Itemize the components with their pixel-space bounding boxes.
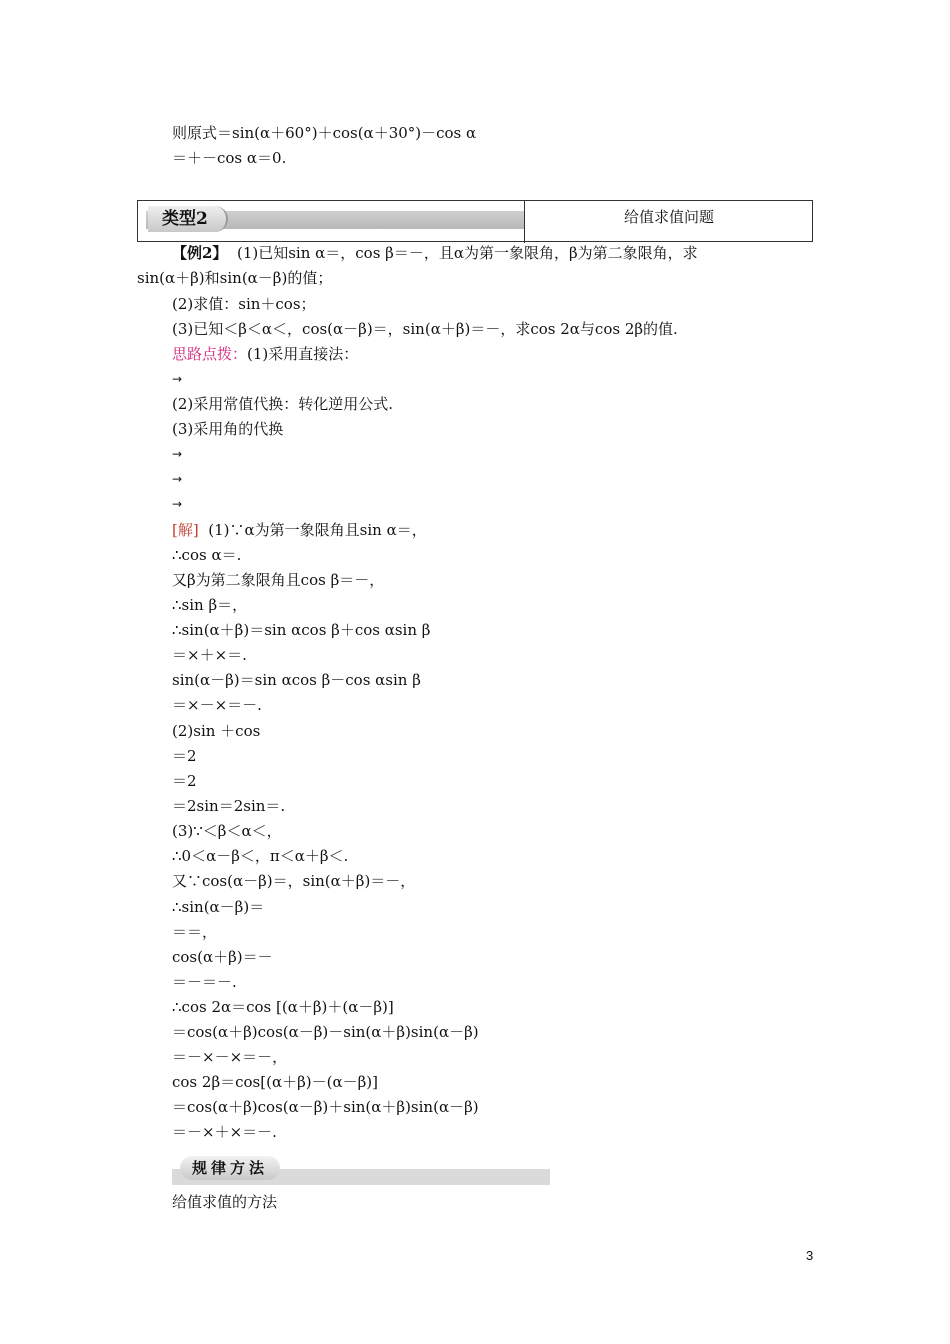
- solution-line: ∴sin β＝，: [172, 596, 248, 614]
- solution-line: ∴sin(α＋β)＝sin αcos β＋cos αsin β: [172, 621, 431, 639]
- solution-line: ∴cos 2α＝cos [(α＋β)＋(α－β)]: [172, 998, 394, 1016]
- hint-text: (1)采用直接法：: [247, 345, 359, 363]
- result-line: 则原式＝sin(α＋60°)＋cos(α＋30°)－cos α: [172, 124, 477, 142]
- arrow-icon: →: [172, 372, 183, 386]
- solution-line: ∴sin(α－β)＝: [172, 898, 265, 916]
- solution-line: cos(α＋β)＝－: [172, 948, 273, 966]
- solution-line: ＝2: [172, 747, 197, 765]
- hint-line: (2)采用常值代换：转化逆用公式.: [172, 395, 394, 413]
- solution-line: ∴cos α＝.: [172, 546, 242, 564]
- page-number: 3: [806, 1248, 814, 1263]
- arrow-icon: →: [172, 447, 183, 461]
- hint-line: [172, 344, 358, 364]
- arrow-icon: →: [172, 472, 183, 486]
- type-label: 类型2: [148, 206, 228, 232]
- solution-line: ＝×－×＝－.: [172, 696, 262, 714]
- hint-line: (3)采用角的代换: [172, 420, 284, 438]
- solution-line: 又∵cos(α－β)＝，sin(α＋β)＝－，: [172, 872, 416, 890]
- solution-line: ∴0＜α－β＜，π＜α＋β＜.: [172, 847, 349, 865]
- solution-text: (1)∵α为第一象限角且sin α＝，: [208, 521, 427, 539]
- solution-line: ＝－×＋×＝－.: [172, 1123, 277, 1141]
- solution-line: (2)sin ＋cos: [172, 722, 261, 740]
- method-text: 给值求值的方法: [172, 1193, 278, 1211]
- arrow-icon: →: [172, 497, 183, 511]
- type-title: 给值求值问题: [623, 208, 714, 226]
- solution-line: sin(α－β)＝sin αcos β－cos αsin β: [172, 671, 421, 689]
- solution-line: ＝2: [172, 772, 197, 790]
- solution-line: ＝×＋×＝.: [172, 646, 247, 664]
- hint-label: 思路点拨：: [172, 345, 248, 363]
- type-header-box: [137, 200, 813, 242]
- solution-line: ＝－×－×＝－，: [172, 1048, 288, 1066]
- example-line: [172, 243, 698, 263]
- example-line: (2)求值：sin＋cos；: [172, 295, 316, 313]
- method-label: 规律方法: [180, 1156, 280, 1180]
- example-line: (3)已知＜β＜α＜，cos(α－β)＝，sin(α＋β)＝－，求cos 2α与cos 2β的值.: [172, 320, 678, 338]
- solution-line: ＝cos(α＋β)cos(α－β)＋sin(α＋β)sin(α－β): [172, 1098, 479, 1116]
- result-line: ＝＋－cos α＝0.: [172, 149, 287, 167]
- example-line: sin(α＋β)和sin(α－β)的值；: [137, 269, 333, 287]
- solution-line: [172, 520, 427, 540]
- solution-line: ＝2sin＝2sin＝.: [172, 797, 286, 815]
- example-part1: (1)已知sin α＝，cos β＝－，且α为第一象限角，β为第二象限角，求: [236, 244, 698, 262]
- solution-line: ＝＝，: [172, 923, 218, 941]
- example-tag: 【例2】: [172, 244, 228, 262]
- solution-line: ＝－＝－.: [172, 973, 237, 991]
- solution-line: 又β为第二象限角且cos β＝－，: [172, 571, 385, 589]
- solution-line: ＝cos(α＋β)cos(α－β)－sin(α＋β)sin(α－β): [172, 1023, 479, 1041]
- solution-line: cos 2β＝cos[(α＋β)－(α－β)]: [172, 1073, 378, 1091]
- solution-line: (3)∵＜β＜α＜，: [172, 822, 282, 840]
- solution-tag: [解]: [172, 521, 199, 539]
